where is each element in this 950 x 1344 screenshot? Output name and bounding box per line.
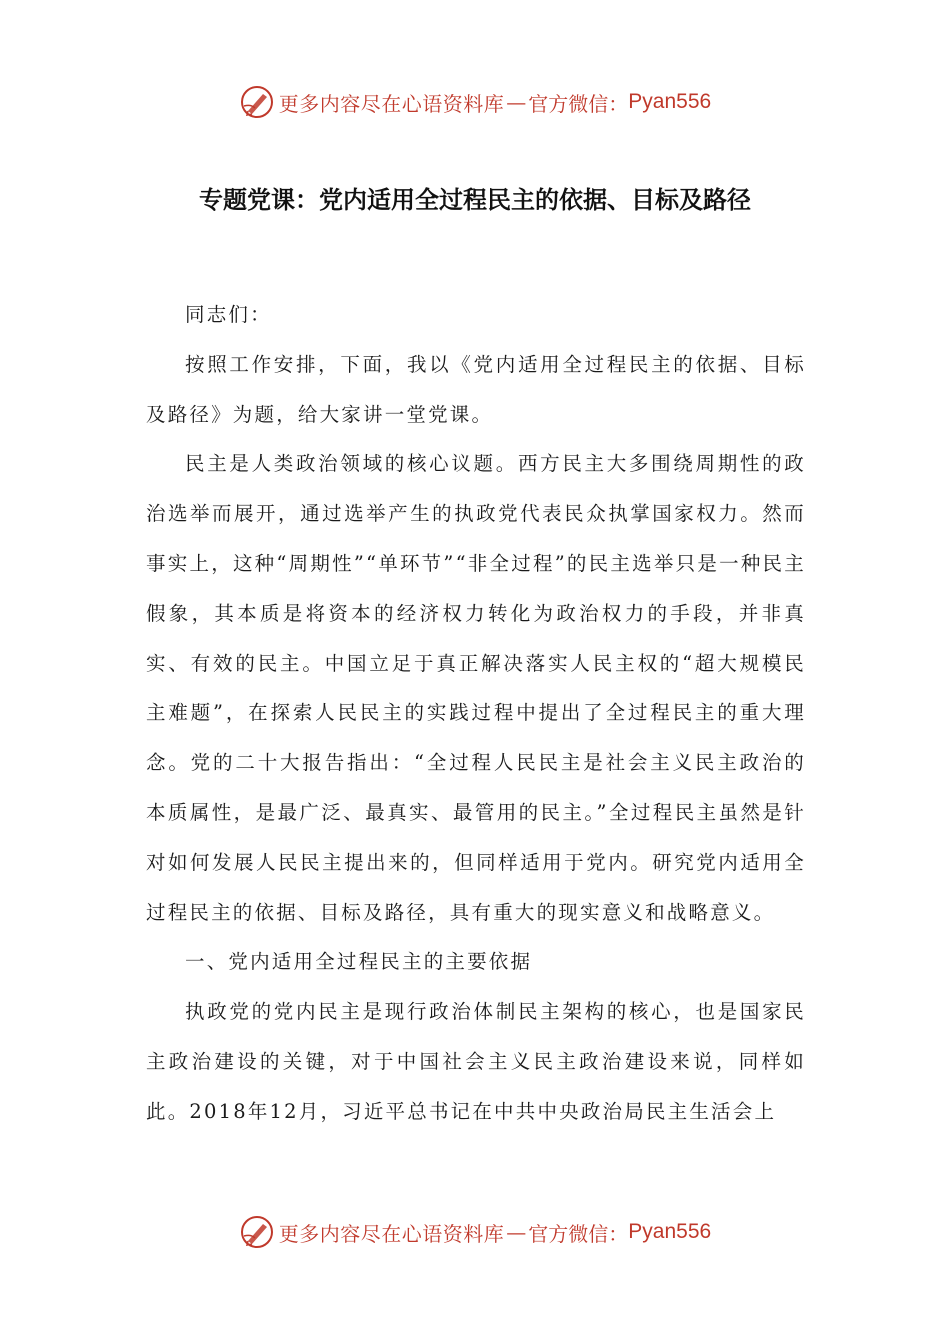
pen-logo-icon xyxy=(239,84,275,120)
section-heading: 一、党内适用全过程民主的主要依据 xyxy=(185,950,533,974)
document-title: 专题党课：党内适用全过程民主的依据、目标及路径 xyxy=(199,186,751,214)
paragraph: 民主是人类政治领域的核心议题。西方民主大多围绕周期性的政治选举而展开，通过选举产生的执政党代表民众执掌国家权力。然而事实上，这种“周期性”“单环节”“非全过程”的民主选举只是一种民主假象，其本质是将资本的经济权力转化为政治权力的手段，并非真实、有效的民主。中国立足于真正解决落实人民主权的“超大规模民主难题”，在探索人民民主的实践过程中提出了全过程民主的重大理念。党的二十大报告指出：“全过程人民民主是社会主义民主政治的本质属性，是最广泛、最真实、最管用的民主。”全过程民主虽然是针对如何发展人民民主提出来的，但同样适用于党内。研究党内适用全过程民主的依据、目标及路径，具有重大的现实意义和战略意义。 xyxy=(146,452,806,924)
watermark-banner-bottom xyxy=(0,1210,950,1254)
banner-text: 更多内容尽在心语资料库 xyxy=(278,1221,505,1246)
document-body xyxy=(146,290,806,1137)
watermark-banner-top xyxy=(0,80,950,124)
salutation: 同志们： xyxy=(185,303,272,326)
banner-text: 更多内容尽在心语资料库 xyxy=(278,91,505,116)
pen-logo-icon xyxy=(239,1214,275,1250)
banner-dash: — xyxy=(506,1220,527,1244)
banner-dash: — xyxy=(506,90,527,114)
paragraph: 执政党的党内民主是现行政治体制民主架构的核心，也是国家民主政治建设的关键，对于中国社会主义民主政治建设来说，同样如此。2018年12月，习近平总书记在中共中央政治局民主生活会上 xyxy=(146,1000,806,1123)
paragraph: 按照工作安排，下面，我以《党内适用全过程民主的依据、目标及路径》为题，给大家讲一堂党课。 xyxy=(146,352,806,426)
banner-wechat-label: 官方微信： xyxy=(528,91,629,116)
banner-wechat-label: 官方微信： xyxy=(528,1221,629,1246)
banner-wechat-id: Pyan556 xyxy=(628,90,712,113)
banner-wechat-id: Pyan556 xyxy=(628,1220,712,1243)
